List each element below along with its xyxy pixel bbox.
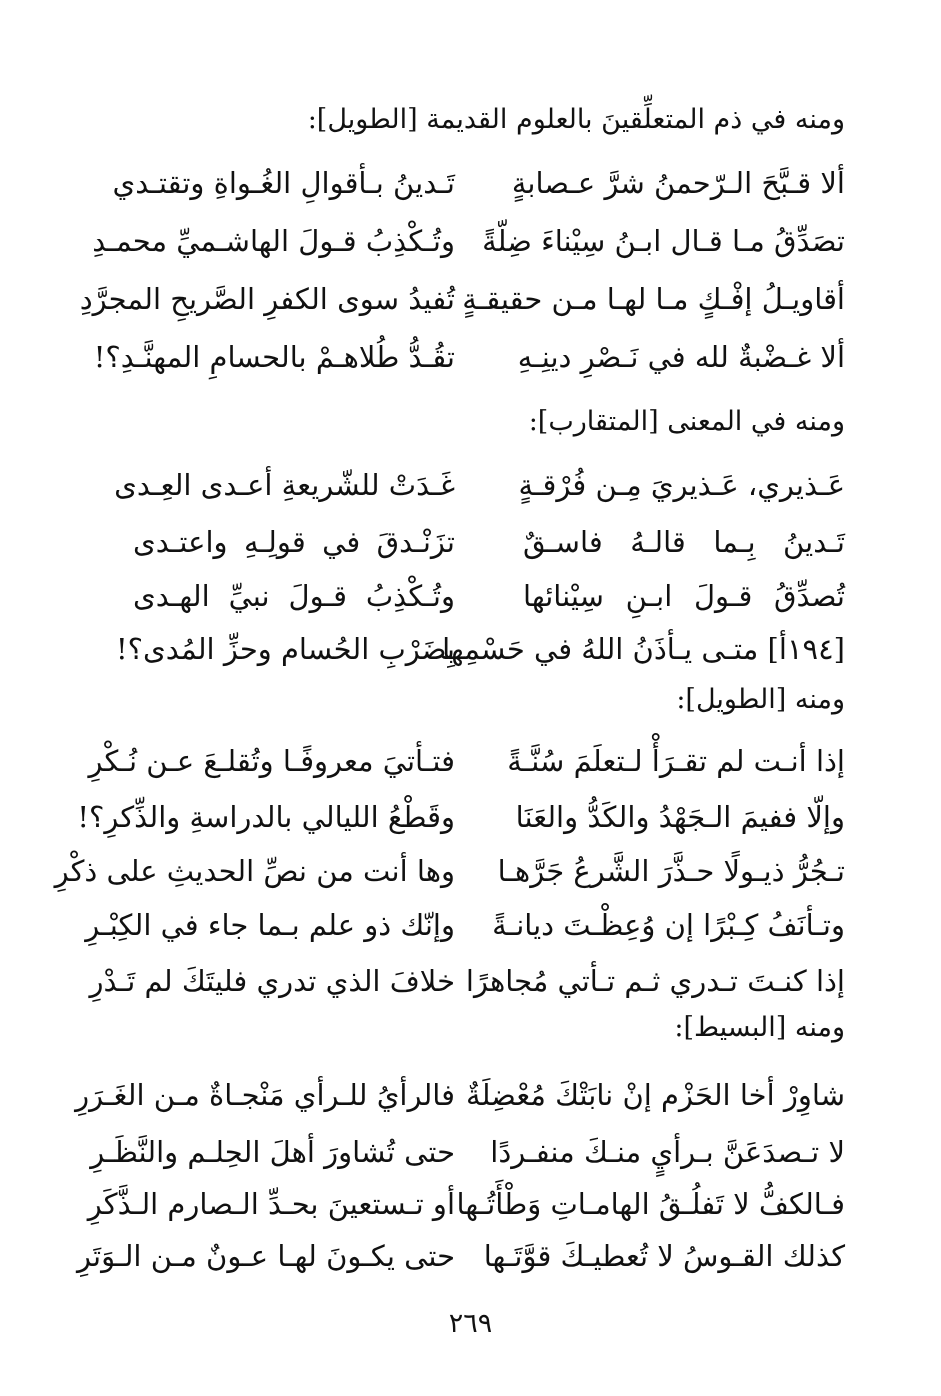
verse-line xyxy=(0,897,941,953)
verse-second-hemistich: وقَطْعُ الليالي بالدراسةِ والذِّكرِ؟! xyxy=(77,800,455,834)
verse-first-hemistich: تُصدِّقُ قـولَ ابـنِ سِيْنائها xyxy=(523,579,845,613)
verse-first-hemistich: ألا غـضْبةٌ لله في نَـصْرِ دينِـهِ xyxy=(517,340,845,374)
section-heading: ومنه [البسيط]: xyxy=(674,1012,845,1043)
verse-line xyxy=(0,213,941,269)
verse-line xyxy=(0,155,941,211)
page-number: ٢٦٩ xyxy=(448,1308,493,1339)
verse-line xyxy=(0,514,941,570)
verse-first-hemistich: لا تـصدَعَنَّ بـرأيٍ منـكَ منفـردًا xyxy=(490,1135,845,1169)
verse-second-hemistich: وتُـكْذِبُ قـولَ نبيِّ الهـدى xyxy=(133,579,455,613)
verse-first-hemistich: تـجُرُّ ذيـولًا حـذَّرَ الشَّرعُ جَرَّهـا xyxy=(497,854,845,888)
verse-line xyxy=(0,1228,941,1284)
verse-line xyxy=(0,953,941,1009)
verse-first-hemistich: وإلّا ففيمَ الـجَهْدُ والكَدُّ والعَنَا xyxy=(515,800,845,834)
verse-second-hemistich: حتى يكـونَ لهـا عـونٌ مـن الـوَتَرِ xyxy=(77,1239,455,1273)
verse-line xyxy=(0,621,941,677)
verse-first-hemistich: [١٩٤أ] متـى يـأذَنُ اللهُ في حَسْمِها xyxy=(442,632,845,666)
verse-first-hemistich: تصَدِّقُ مـا قـال ابـنُ سِيْناءَ ضِلّةً xyxy=(482,224,845,258)
verse-line xyxy=(0,733,941,789)
verse-line xyxy=(0,457,941,513)
verse-first-hemistich: ألا قـبَّحَ الـرّحمنُ شرَّ عـصابةٍ xyxy=(511,166,845,200)
verse-line xyxy=(0,843,941,899)
verse-second-hemistich: خلافَ الذي تدري فليتَكَ لم تَـدْرِ xyxy=(89,964,455,998)
verse-second-hemistich: بِضَرْبِ الحُسام وحزِّ المُدى؟! xyxy=(115,632,455,666)
verse-line xyxy=(0,789,941,845)
verse-second-hemistich: تُفيدُ سوى الكفرِ الصَّريحِ المجرَّدِ xyxy=(79,282,455,316)
verse-second-hemistich: فالرأيُ للـرأي مَنْجـاةٌ مـن الغَـرَرِ xyxy=(75,1078,455,1112)
verse-line xyxy=(0,1176,941,1232)
verse-second-hemistich: وتُـكْذِبُ قـولَ الهاشـميِّ محمـدِ xyxy=(92,224,455,258)
verse-first-hemistich: إذا كنـتَ تـدري ثـم تـأتي مُجاهرًا xyxy=(465,964,845,998)
verse-first-hemistich: فـالكفُّ لا تَفلُـقُ الهامـاتِ وَطْأَتُـها xyxy=(456,1187,845,1221)
verse-second-hemistich: حتى تُشاورَ أهلَ الحِلـم والنَّظَـرِ xyxy=(90,1135,455,1169)
section-heading: ومنه في ذم المتعلِّقينَ بالعلوم القديمة [الطويل]: xyxy=(307,104,845,135)
verse-line xyxy=(0,271,941,327)
verse-first-hemistich: وتـأنَفُ كِـبْرًا إن وُعِظْـتَ ديانـةً xyxy=(492,908,845,942)
section-heading: ومنه [الطويل]: xyxy=(676,684,845,715)
verse-second-hemistich: فتـأتيَ معروفًـا وتُقلـعَ عـن نُـكْرِ xyxy=(88,744,455,778)
verse-first-hemistich: أقاويـلُ إفْـكٍ مـا لهـا مـن حقيقـةٍ xyxy=(462,282,845,316)
verse-first-hemistich: كذلك القـوسُ لا تُعطيـكَ قوَّتَـها xyxy=(483,1239,845,1273)
verse-line xyxy=(0,1124,941,1180)
verse-second-hemistich: تزَنْـدقَ في قولِـهِ واعتـدى xyxy=(133,525,455,559)
verse-line xyxy=(0,568,941,624)
verse-second-hemistich: غَـدَتْ للشّريعةِ أعـدى العِـدى xyxy=(114,468,455,502)
verse-first-hemistich: إذا أنـت لم تقـرَأْ لـتعلَمَ سُنَّـةً xyxy=(507,744,845,778)
verse-second-hemistich: أو تـستعينَ بحـدِّ الـصارم الـذَّكَرِ xyxy=(87,1187,455,1221)
verse-second-hemistich: وإنّك ذو علم بـما جاء في الكِبْـرِ xyxy=(85,908,455,942)
verse-first-hemistich: شاوِرْ أخا الحَزْم إنْ نابَتْكَ مُعْضِلَةٌ xyxy=(466,1078,845,1112)
verse-second-hemistich: تقُـدُّ طُلاهـمْ بالحسامِ المهنَّـدِ؟! xyxy=(93,340,455,374)
section-heading: ومنه في المعنى [المتقارب]: xyxy=(528,406,845,437)
verse-first-hemistich: عَـذيري، عَـذيريَ مِـن فُرْقـةٍ xyxy=(518,468,845,502)
verse-second-hemistich: تَـدينُ بـأقوالِ الغُـواةِ وتقتـدي xyxy=(112,166,455,200)
verse-line xyxy=(0,329,941,385)
verse-first-hemistich: تَـدينُ بِـما قالـهُ فاسـقٌ xyxy=(523,525,845,559)
verse-second-hemistich: وها أنت من نصِّ الحديثِ على ذكْرِ xyxy=(54,854,455,888)
verse-line xyxy=(0,1067,941,1123)
